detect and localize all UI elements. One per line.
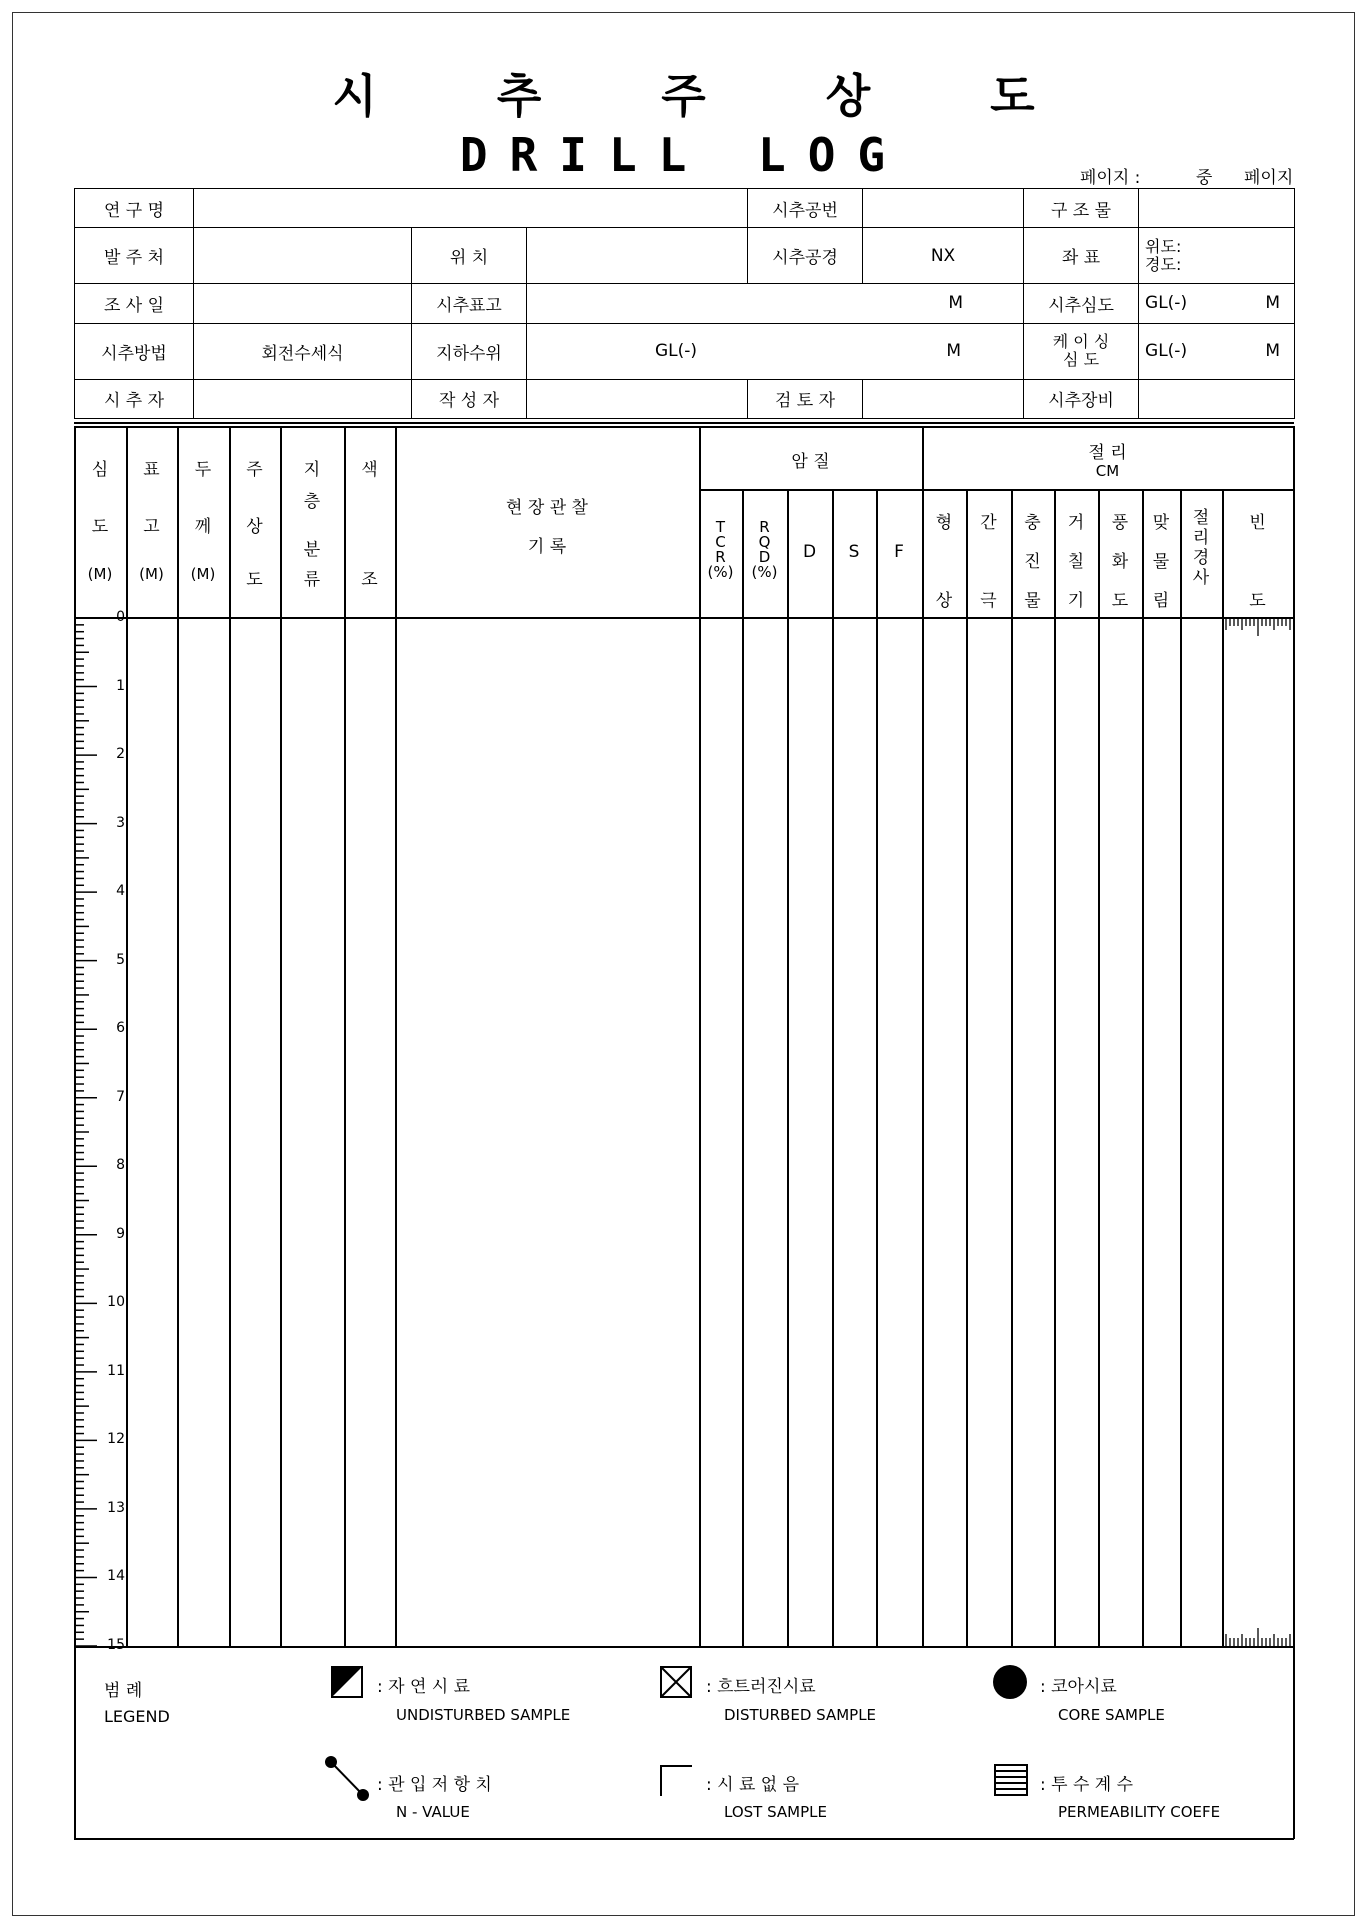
- equipment-label: 시추장비: [1024, 379, 1139, 418]
- legend-undisturbed-ko: : 자 연 시 료: [377, 1677, 471, 1697]
- bore-depth-unit: M: [1265, 293, 1281, 314]
- elevation-label: 시추표고: [412, 284, 527, 323]
- hdr-weathering-2: 화: [1111, 552, 1129, 572]
- depth-label: 3: [116, 814, 125, 831]
- casing-label-1: 케 이 싱: [1052, 332, 1110, 352]
- hdr-weathering-1: 풍: [1111, 513, 1129, 533]
- groundwater-prefix: GL(-): [655, 341, 698, 362]
- hdr-roughness-2: 칠: [1067, 552, 1085, 572]
- legend-disturbed-ko: : 흐트러진시료: [706, 1677, 816, 1697]
- hdr-dip-2: 리: [1192, 528, 1210, 548]
- location-label: 위 치: [412, 228, 527, 284]
- groundwater-unit: M: [946, 341, 962, 362]
- hdr-elev-2: 고: [143, 517, 160, 537]
- depth-label: 5: [116, 951, 125, 968]
- lost-sample-icon: [661, 1766, 692, 1796]
- disturbed-sample-icon: [661, 1667, 691, 1697]
- depth-label: 10: [107, 1294, 125, 1311]
- hdr-filling-3: 물: [1024, 591, 1041, 611]
- depth-label: 0: [116, 609, 125, 625]
- client-label: 발 주 처: [75, 228, 194, 284]
- longitude-label: 경도:: [1145, 254, 1182, 274]
- hdr-aperture-1: 맞: [1152, 513, 1170, 533]
- latitude-label: 위도:: [1145, 236, 1182, 256]
- depth-label: 9: [116, 1225, 125, 1242]
- hdr-rqd-2: Q: [758, 533, 771, 551]
- author-label: 작 성 자: [412, 379, 527, 418]
- hdr-weathering-3: 도: [1111, 591, 1129, 611]
- hdr-dip-1: 절: [1192, 508, 1210, 528]
- hdr-aperture-3: 림: [1152, 591, 1170, 611]
- depth-label: 6: [116, 1020, 125, 1037]
- hdr-s: S: [848, 542, 860, 562]
- depth-label: 12: [107, 1431, 125, 1448]
- hdr-column-2: 상: [246, 517, 263, 537]
- hdr-joint-2: CM: [1095, 462, 1120, 480]
- bore-diameter-value[interactable]: NX: [863, 228, 1024, 284]
- borehole-no-label: 시추공번: [748, 189, 863, 228]
- hdr-spacing-2: 극: [980, 591, 997, 611]
- legend-lost-en: LOST SAMPLE: [724, 1803, 827, 1821]
- hdr-column-1: 주: [246, 460, 263, 480]
- method-value[interactable]: 회전수세식: [194, 323, 412, 379]
- driller-label: 시 추 자: [75, 379, 194, 418]
- depth-label: 11: [107, 1362, 125, 1379]
- depth-label: 7: [116, 1088, 125, 1105]
- page-end: 페이지: [1244, 168, 1294, 188]
- hdr-joint-1: 절 리: [1088, 443, 1127, 463]
- depth-label: 14: [107, 1568, 125, 1585]
- undisturbed-sample-icon: [332, 1667, 362, 1697]
- legend-nvalue-en: N - VALUE: [396, 1803, 470, 1821]
- hdr-color-1: 색: [361, 460, 378, 480]
- hdr-rqd-4: (%): [751, 563, 778, 581]
- hdr-tcr-1: T: [715, 518, 726, 536]
- hdr-thick-3: (M): [190, 565, 216, 583]
- legend-title-en: LEGEND: [104, 1707, 170, 1726]
- hdr-filling-1: 충: [1024, 513, 1041, 533]
- casing-label-2: 심 도: [1063, 350, 1100, 370]
- hdr-roughness-1: 거: [1067, 513, 1085, 533]
- title-korean: 시 추 주 상 도: [332, 69, 1087, 123]
- page-label: 페이지 :: [1080, 168, 1141, 188]
- legend-core-en: CORE SAMPLE: [1058, 1706, 1165, 1724]
- hdr-shape-2: 상: [935, 591, 953, 611]
- legend-undisturbed-en: UNDISTURBED SAMPLE: [396, 1706, 571, 1724]
- n-value-icon: [325, 1756, 369, 1801]
- hdr-rqd-3: D: [758, 548, 771, 566]
- depth-label: 1: [116, 677, 125, 694]
- hdr-elev-3: (M): [139, 565, 164, 583]
- hdr-frequency-2: 도: [1249, 591, 1266, 611]
- depth-label: 4: [116, 883, 125, 900]
- hdr-aperture-2: 물: [1152, 552, 1170, 572]
- bore-diameter-label: 시추공경: [748, 228, 863, 284]
- hdr-spacing-1: 간: [980, 513, 997, 533]
- page-middle: 중: [1196, 168, 1213, 188]
- hdr-shape-1: 형: [935, 513, 953, 533]
- method-label: 시추방법: [75, 323, 194, 379]
- survey-date-label: 조 사 일: [75, 284, 194, 323]
- hdr-tcr-2: C: [715, 533, 726, 551]
- hdr-f: F: [894, 542, 904, 562]
- casing-unit: M: [1265, 341, 1281, 362]
- title-english: DRILL LOG: [459, 128, 908, 182]
- hdr-rqd-1: R: [759, 518, 770, 536]
- hdr-color-2: 조: [361, 570, 378, 590]
- hdr-tcr-3: R: [715, 548, 726, 566]
- reviewer-label: 검 토 자: [748, 379, 863, 418]
- structure-label: 구 조 물: [1024, 189, 1139, 228]
- hdr-field-obs-2: 기 록: [527, 537, 567, 557]
- hdr-dip-3: 경: [1192, 548, 1210, 568]
- hdr-rock-quality: 암 질: [791, 452, 830, 472]
- core-sample-icon: [993, 1665, 1027, 1699]
- bore-depth-prefix: GL(-): [1145, 293, 1188, 314]
- permeability-icon: [995, 1765, 1027, 1795]
- legend-lost-ko: : 시 료 없 음: [706, 1775, 800, 1795]
- hdr-roughness-3: 기: [1067, 591, 1085, 611]
- hdr-frequency-1: 빈: [1249, 513, 1266, 533]
- depth-label: 15: [107, 1637, 125, 1653]
- hdr-filling-2: 진: [1024, 552, 1041, 572]
- hdr-stratum-3: 분: [303, 540, 321, 560]
- hdr-stratum-4: 류: [303, 570, 321, 590]
- depth-label: 13: [107, 1499, 125, 1516]
- casing-prefix: GL(-): [1145, 341, 1188, 362]
- legend-title-ko: 범 례: [104, 1681, 143, 1701]
- legend-disturbed-en: DISTURBED SAMPLE: [724, 1706, 877, 1724]
- hdr-stratum-1: 지: [303, 460, 321, 480]
- hdr-d: D: [802, 542, 817, 562]
- bore-depth-label: 시추심도: [1024, 284, 1139, 323]
- hdr-elev-1: 표: [143, 460, 160, 480]
- hdr-stratum-2: 층: [303, 492, 321, 512]
- hdr-dip-4: 사: [1192, 568, 1210, 588]
- elevation-unit: M: [948, 293, 964, 314]
- depth-label: 2: [116, 746, 125, 763]
- research-name-label: 연 구 명: [75, 189, 194, 228]
- coordinate-label: 좌 표: [1024, 228, 1139, 284]
- hdr-depth-3: (M): [87, 565, 113, 583]
- legend-permeability-en: PERMEABILITY COEFE: [1058, 1803, 1221, 1821]
- hdr-thick-2: 께: [194, 517, 212, 537]
- hdr-thick-1: 두: [194, 460, 212, 480]
- hdr-depth-2: 도: [91, 517, 109, 537]
- hdr-field-obs-1: 현 장 관 찰: [506, 498, 588, 518]
- legend-nvalue-ko: : 관 입 저 항 치: [377, 1775, 492, 1795]
- legend-permeability-ko: : 투 수 계 수: [1040, 1775, 1134, 1795]
- groundwater-label: 지하수위: [412, 323, 527, 379]
- hdr-tcr-4: (%): [707, 563, 734, 581]
- hdr-depth-1: 심: [91, 460, 109, 480]
- hdr-column-3: 도: [246, 570, 263, 590]
- depth-label: 8: [116, 1157, 125, 1174]
- legend-core-ko: : 코아시료: [1040, 1677, 1117, 1697]
